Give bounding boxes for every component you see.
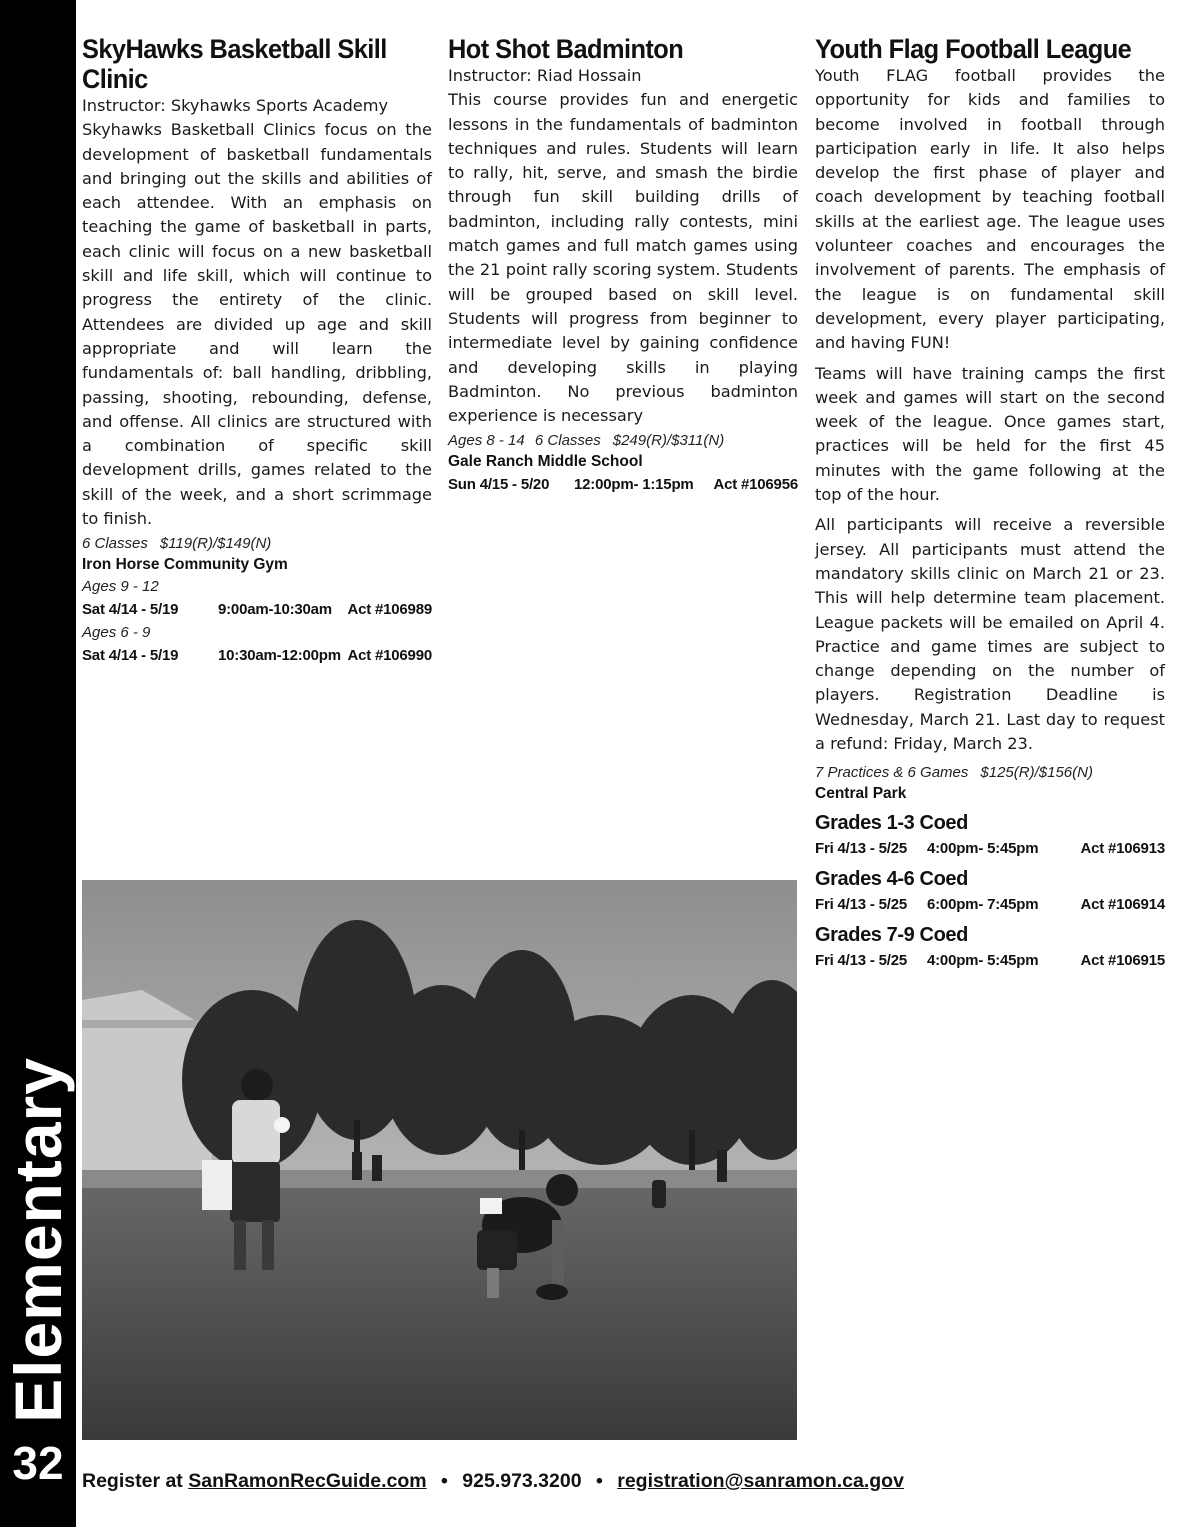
badminton-fee: $249(R)/$311(N) <box>612 432 725 450</box>
flag-football-paragraph: Teams will have training camps the first week and games will start on the second week of the league. Once games start, practices will be held for the first 45 minutes with the game following at the top of the hour. <box>815 363 1165 505</box>
session-time: 12:00pm- 1:15pm <box>574 476 694 494</box>
badminton-classes: 6 Classes <box>534 432 601 450</box>
flag-football-meta <box>815 762 1165 783</box>
footer-separator: • <box>596 1470 603 1492</box>
session-dates: Fri 4/13 - 5/25 <box>815 840 908 858</box>
session-time: 10:30am-12:00pm <box>218 647 341 665</box>
footer-separator: • <box>441 1470 448 1492</box>
email-link[interactable]: registration@sanramon.ca.gov <box>617 1470 904 1492</box>
skyhawks-ages: Ages 9 - 12 <box>82 578 159 596</box>
flag-football-session-row <box>815 949 1165 973</box>
section-label: Elementary <box>1 1057 75 1423</box>
footer <box>82 1466 904 1496</box>
badminton-section <box>448 34 798 497</box>
skyhawks-instructor: Instructor: Skyhawks Sports Academy <box>82 96 389 115</box>
session-time: 9:00am-10:30am <box>218 601 332 619</box>
skyhawks-classes: 6 Classes <box>82 535 148 553</box>
session-activity-number: Act #106990 <box>347 647 432 665</box>
skyhawks-session-row <box>82 644 432 668</box>
session-dates: Fri 4/13 - 5/25 <box>815 952 908 970</box>
skyhawks-title: SkyHawks Basketball Skill Clinic <box>82 34 387 94</box>
badminton-description: This course provides fun and energetic lessons in the fundamentals of badminton techniques and rules. Students will learn to rally, hit, serve, and smash the birdie through fun skill building drills of badminton, including rally contests, mini match games and full match games using the 21 point rally scoring system. Students will be grouped based on skill level. Students will progress from beginner to intermediate level by gaining confidence and developing skills in playing Badminton. No previous badminton experience is necessary <box>448 90 798 426</box>
flag-football-fee: $125(R)/$156(N) <box>980 764 1093 782</box>
flag-football-session-row <box>815 893 1165 917</box>
website-link[interactable]: SanRamonRecGuide.com <box>188 1470 427 1492</box>
session-activity-number: Act #106913 <box>1080 840 1165 858</box>
session-dates: Sat 4/14 - 5/19 <box>82 647 179 665</box>
badminton-ages: Ages 8 - 14 <box>448 432 525 450</box>
badminton-meta <box>448 430 798 451</box>
session-time: 4:00pm- 5:45pm <box>927 840 1039 858</box>
session-time: 4:00pm- 5:45pm <box>927 952 1039 970</box>
page-number: 32 <box>12 1437 64 1489</box>
flag-football-paragraph: All participants will receive a reversible jersey. All participants must attend the mandatory skills clinic on March 21 or 23. This will help determine team placement. League packets will be emailed on April 4. Practice and game times are subject to change depending on the number of players. Registration Deadline is Wednesday, March 21. Last day to request a refund: Friday, March 23. <box>815 515 1165 754</box>
session-time: 6:00pm- 7:45pm <box>927 896 1039 914</box>
session-dates: Sun 4/15 - 5/20 <box>448 476 550 494</box>
footer-prefix: Register at <box>82 1470 183 1492</box>
flag-football-session-row <box>815 837 1165 861</box>
flag-football-section <box>815 34 1165 973</box>
session-activity-number: Act #106956 <box>713 476 798 494</box>
skyhawks-location: Iron Horse Community Gym <box>82 556 288 574</box>
grade-heading: Grades 7-9 Coed <box>815 924 968 947</box>
flag-football-title: Youth Flag Football League <box>815 34 1132 64</box>
badminton-location: Gale Ranch Middle School <box>448 453 643 471</box>
session-activity-number: Act #106915 <box>1080 952 1165 970</box>
session-activity-number: Act #106914 <box>1080 896 1165 914</box>
skyhawks-fee: $119(R)/$149(N) <box>159 535 272 553</box>
session-dates: Fri 4/13 - 5/25 <box>815 896 908 914</box>
flag-football-location: Central Park <box>815 785 907 803</box>
flag-football-paragraph: Youth FLAG football provides the opportunity for kids and families to become involved in football through participation early in life. It also helps develop the first phase of player and coach development by teaching football skills at the earliest age. The league uses volunteer coaches and encourages the involvement of parents. The emphasis of the league is on fundamental skill development, every player participating, and having FUN! <box>815 66 1165 353</box>
badminton-title: Hot Shot Badminton <box>448 34 684 64</box>
badminton-session-row <box>448 473 798 497</box>
badminton-instructor: Instructor: Riad Hossain <box>448 66 642 85</box>
skyhawks-description: Skyhawks Basketball Clinics focus on the development of basketball fundamentals and bringing out the skills and abilities of each attendee. With an emphasis on teaching the game of basketball in parts, each clinic will focus on a new basketball skill and life skill, which will continue to progress the entirety of the clinic. Attendees are divided up age and skill appropriate and will learn the fundamentals of: ball handling, dribbling, passing, shooting, rebounding, defense, and offense. All clinics are structured with a combination of specific skill development drills, games related to the skill of the week, and a short scrimmage to finish. <box>82 120 432 529</box>
grade-heading: Grades 4-6 Coed <box>815 868 968 891</box>
skyhawks-section <box>82 34 432 668</box>
skyhawks-ages: Ages 6 - 9 <box>82 624 151 642</box>
session-activity-number: Act #106989 <box>347 601 432 619</box>
session-dates: Sat 4/14 - 5/19 <box>82 601 179 619</box>
flag-football-photo <box>82 880 797 1440</box>
flag-football-classes: 7 Practices & 6 Games <box>815 764 969 782</box>
sidebar <box>0 0 76 1527</box>
phone-number[interactable]: 925.973.3200 <box>462 1470 582 1492</box>
park-scene-illustration <box>82 880 797 1440</box>
skyhawks-meta <box>82 533 432 554</box>
grade-heading: Grades 1-3 Coed <box>815 812 968 835</box>
skyhawks-session-row <box>82 598 432 622</box>
